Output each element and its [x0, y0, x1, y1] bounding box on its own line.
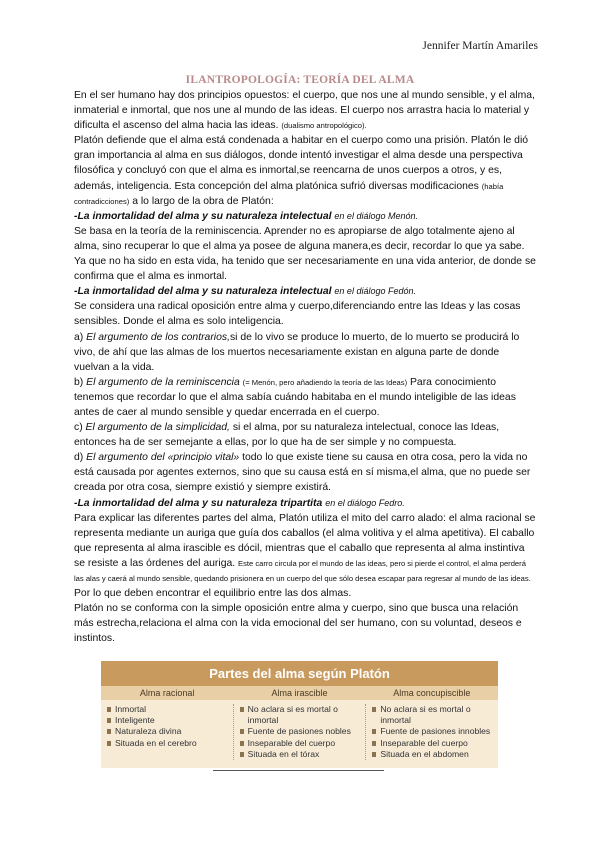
column-list-irascible	[233, 704, 366, 760]
document-body	[74, 88, 536, 646]
author-name: Jennifer Martín Amariles	[422, 40, 538, 52]
section-heading-menon: -La inmortalidad del alma y su naturaleza intelectual en el diálogo Menón.	[74, 210, 418, 222]
document-title: ILANTROPOLOGÍA: TEORÍA DEL ALMA	[185, 74, 415, 86]
paragraph-4: Se considera una radical oposición entre alma y cuerpo,diferenciando entre las Ideas y las cosas sensibles. Donde el alma es solo inteligencia.	[74, 301, 521, 328]
section-heading-fedon: -La inmortalidad del alma y su naturaleza intelectual en el diálogo Fedón.	[74, 286, 416, 298]
p2-note: (había contradicciones)	[74, 181, 504, 206]
list-item: Situada en el abdomen	[372, 749, 498, 760]
section-heading-fedro: -La inmortalidad del alma y su naturaleza tripartita en el diálogo Fedro.	[74, 497, 405, 509]
column-header: Alma concupiscible	[393, 688, 471, 698]
paragraph-5-end: Por lo que deben encontrar el equilibrio entre las dos almas.	[74, 588, 352, 600]
column-header: Alma irascible	[271, 688, 328, 698]
paragraph-3: Se basa en la teoría de la reminiscencia. Aprender no es apropiarse de algo totalmente ajeno al alma, sino recuperar lo que el alma ya posee de alguna manera,es decir, recordar lo que ya sabe. Ya que no ha sido en esta vida, ha tenido que ser necesariamente en una vida anterior, de donde se confirma que el alma es inmortal.	[74, 225, 536, 283]
list-item: Situada en el cerebro	[107, 738, 233, 749]
intro-note: (dualismo antropológico).	[281, 121, 367, 131]
argument-c: c) El argumento de la simplicidad, si el alma, por su naturaleza intelectual, conoce las Ideas, entonces ha de ser semejante a ellas, por lo que ha de ser simple y no compuesta.	[74, 422, 500, 449]
list-item: Inmortal	[107, 704, 233, 715]
soul-parts-table	[101, 661, 498, 768]
table-body	[101, 700, 498, 760]
list-item: No aclara si es mortal o inmortal	[240, 704, 366, 726]
table-title: Partes del alma según Platón	[101, 661, 498, 686]
table-header-row	[101, 686, 498, 700]
column-list-racional	[101, 704, 233, 760]
list-item: Inteligente	[107, 715, 233, 726]
list-item: Situada en el tórax	[240, 749, 366, 760]
argument-a: a) El argumento de los contrarios,si de lo vivo se produce lo muerto, de lo muerto se producirá lo vivo, de ahí que las almas de los muertos necesariamente existan en alguna parte de donde vuelvan a la vida.	[74, 331, 520, 373]
list-item: Naturaleza divina	[107, 726, 233, 737]
column-header: Alma racional	[139, 688, 195, 698]
divider-line	[213, 770, 384, 771]
list-item: No aclara si es mortal o inmortal	[372, 704, 498, 726]
list-item: Inseparable del cuerpo	[372, 738, 498, 749]
p5-note: Este carro circula por el mundo de las ideas, pero si pierde el control, el alma perderá las alas y caerá al mundo sensible, quedando prisionera en un cuerpo del que sólo desea escapar para regresar al mundo de las ideas.	[74, 558, 531, 583]
paragraph-6: Platón no se conforma con la simple oposición entre alma y cuerpo, sino que busca una relación más estrecha,relaciona el alma con la vida emocional del ser humano, con su voluntad, deseos e instintos.	[74, 603, 522, 645]
argument-b: b) El argumento de la reminiscencia (= Menón, pero añadiendo la teoría de las Ideas) Para conocimiento tenemos que recordar lo que el alma sabía cuándo habitaba en el mundo inteligible de las ideas antes de caer al mundo sensible y quedar encerrada en el cuerpo.	[74, 376, 516, 418]
paragraph-2: Platón defiende que el alma está condenada a habitar en el cuerpo como una prisión. Platón le dió gran importancia al alma en sus diálogos, donde intentó investigar el alma desde una perspectiva filosófica y concluyó con que el alma es inmortal,se reencarna de unos cuerpos a otros, y es, además, inteligencia. Esta concepción del alma platónica sufrió diversas modificaciones (había contradicciones) a lo largo de la obra de Platón:	[74, 135, 529, 207]
list-item: Inseparable del cuerpo	[240, 738, 366, 749]
paragraph-5: Para explicar las diferentes partes del alma, Platón utiliza el mito del carro alado: el alma racional se representa mediante un auriga que guía dos caballos (el alma volitiva y el alma apetitiva). El caballo que representa al alma irascible es dócil, mientras que el caballo que representa al alma instintiva se resiste a las órdenes del auriga. Este carro circula por el mundo de las ideas, pero si pierde el control, el alma perderá las alas y caerá al mundo sensible, quedando prisionera en un cuerpo del que sólo desea escapar para regresar al mundo de las ideas.	[74, 512, 536, 583]
argument-d: d) El argumento del «principio vital» todo lo que existe tiene su causa en otra cosa, pero la vida no está causada por agentes externos, sino que su causa está en sí misma,el alma, que no puede ser creada por otra cosa, siempre existió y siempre existirá.	[74, 452, 531, 494]
column-list-concupiscible	[365, 704, 498, 760]
intro-paragraph: En el ser humano hay dos principios opuestos: el cuerpo, que nos une al mundo sensible, y el alma, inmaterial e inmortal, que nos une al mundo de las ideas. El cuerpo nos arrastra hacia lo material y dificulta el ascenso del alma hacia las ideas. (dualismo antropológico).	[74, 90, 535, 132]
list-item: Fuente de pasiones innobles	[372, 726, 498, 737]
list-item: Fuente de pasiones nobles	[240, 726, 366, 737]
